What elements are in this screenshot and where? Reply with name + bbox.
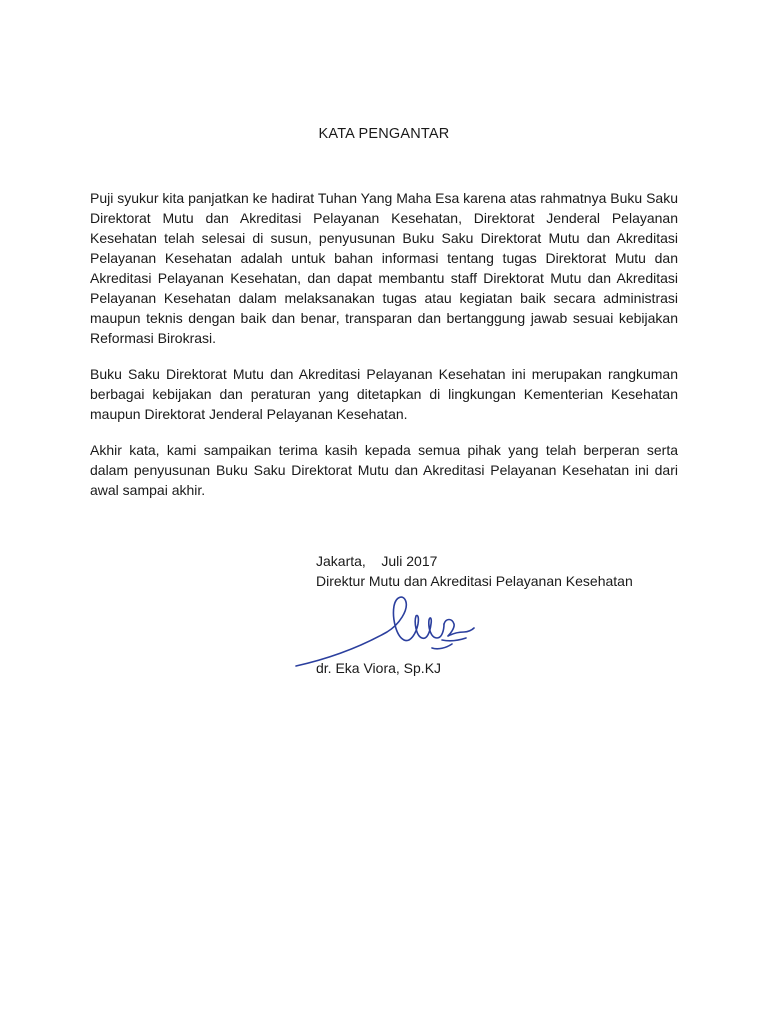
signer-name: dr. Eka Viora, Sp.KJ bbox=[316, 660, 442, 676]
closing-block bbox=[316, 551, 633, 591]
paragraph: Buku Saku Direktorat Mutu dan Akreditasi Pelayanan Kesehatan ini merupakan rangkuman berbagai kebijakan dan peraturan yang ditetapkan di lingkungan Kementerian Kesehatan maupun Direktorat Jenderal Pelayanan Kesehatan. bbox=[90, 366, 678, 422]
page-title: KATA PENGANTAR bbox=[318, 126, 450, 142]
handwritten-signature bbox=[292, 588, 482, 668]
paragraph: Puji syukur kita panjatkan ke hadirat Tuhan Yang Maha Esa karena atas rahmatnya Buku Saku Direktorat Mutu dan Akreditasi Pelayanan Kesehatan, Direktorat Jenderal Pelayanan Kesehatan telah selesai di susun, penyusunan Buku Saku Direktorat Mutu dan Akreditasi Pelayanan Kesehatan adalah untuk bahan informasi tentang tugas Direktorat Mutu dan Akreditasi Pelayanan Kesehatan, dan dapat membantu staff Direktorat Mutu dan Akreditasi Pelayanan Kesehatan dalam melaksanakan tugas atau kegiatan baik secara administrasi maupun teknis dengan baik dan benar, transparan dan bertanggung jawab sesuai kebijakan Reformasi Birokrasi. bbox=[90, 190, 678, 346]
signer-position: Direktur Mutu dan Akreditasi Pelayanan Kesehatan bbox=[316, 573, 633, 589]
place-date: Jakarta, Juli 2017 bbox=[316, 553, 438, 569]
paragraph: Akhir kata, kami sampaikan terima kasih kepada semua pihak yang telah berperan serta dalam penyusunan Buku Saku Direktorat Mutu dan Akreditasi Pelayanan Kesehatan ini dari awal sampai akhir. bbox=[90, 442, 678, 498]
body-text bbox=[90, 188, 678, 516]
